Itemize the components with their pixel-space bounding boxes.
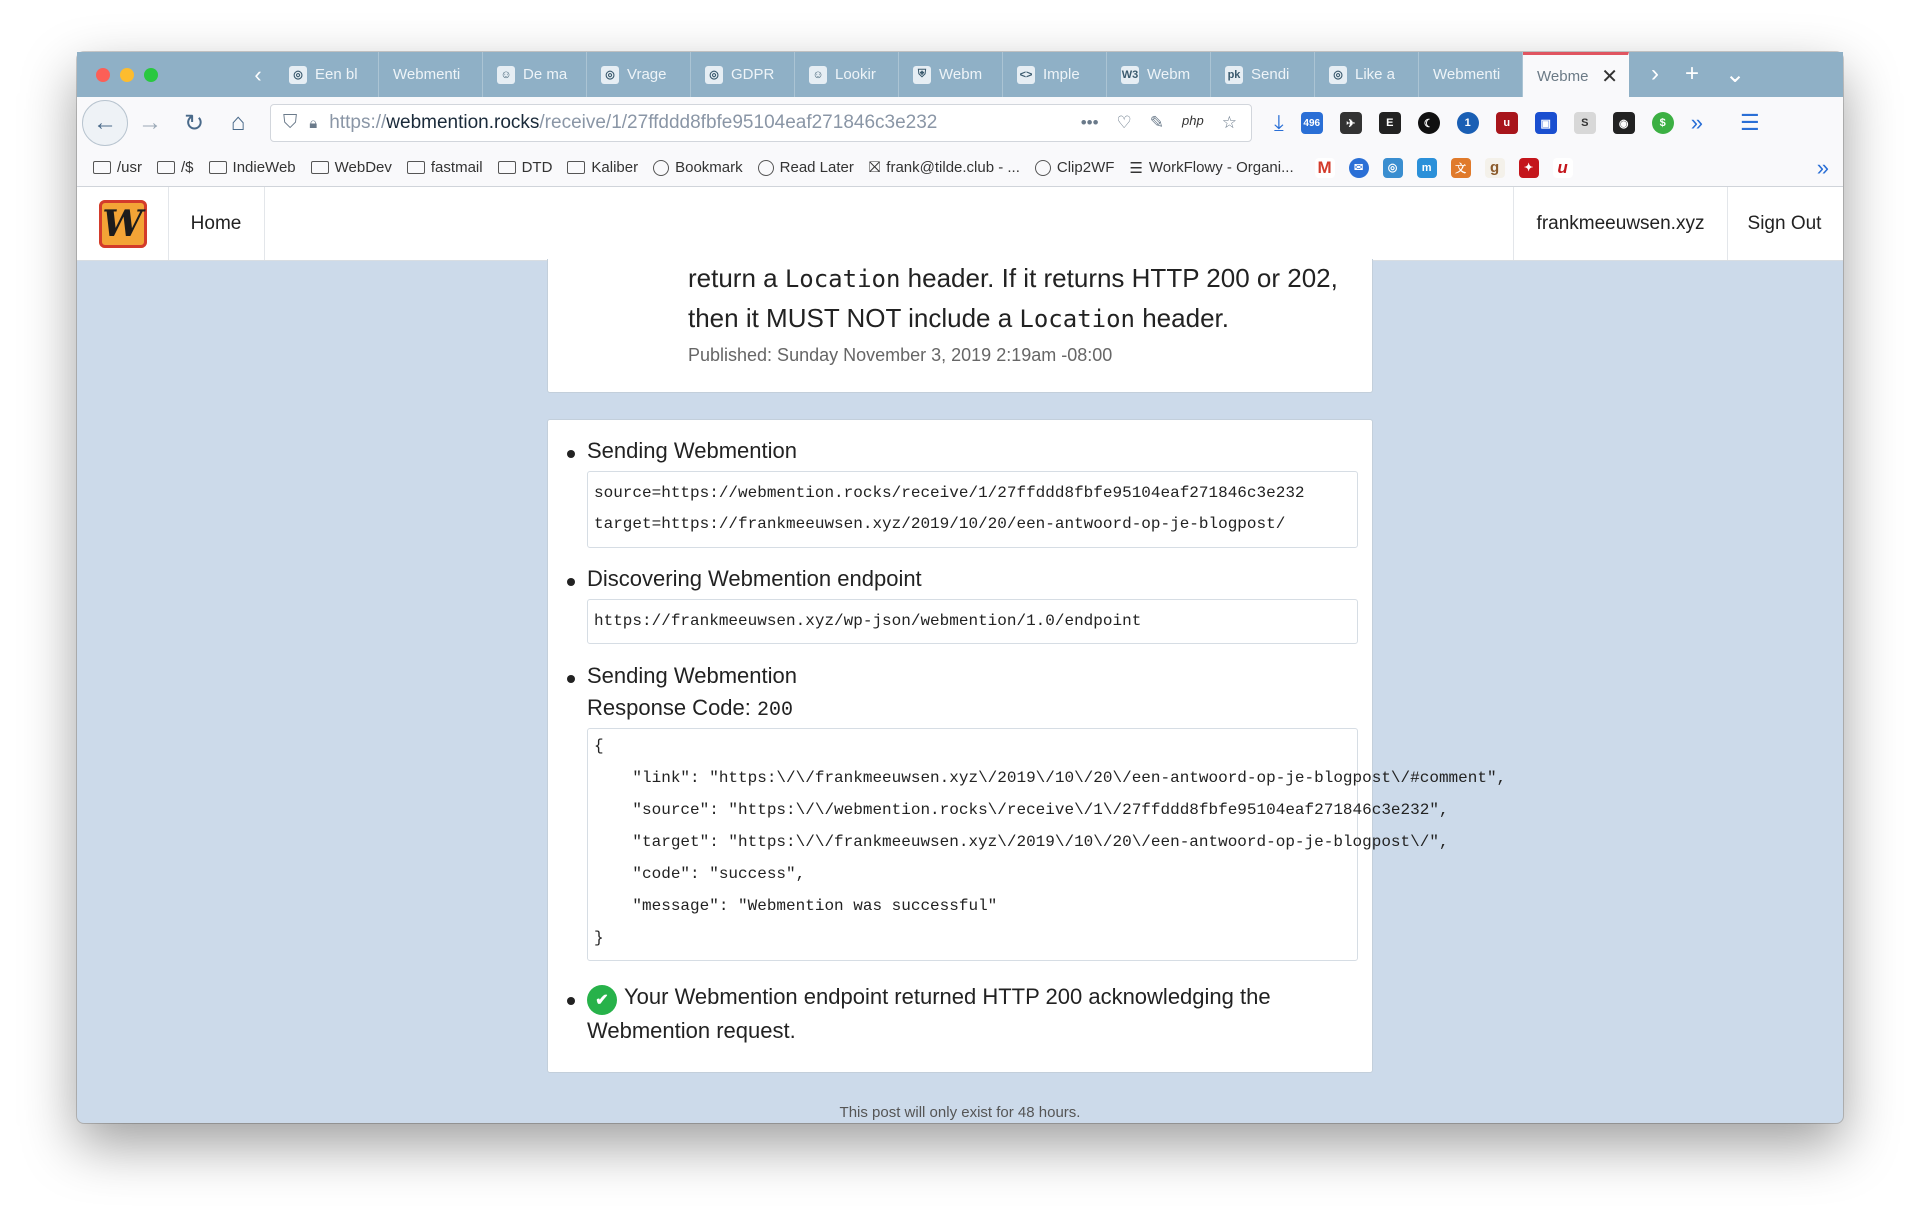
- source-line: source=https://webmention.rocks/receive/1/27ffddd8fbfe95104eaf271846c3e232: [594, 484, 1305, 502]
- bookmarks-overflow-icon[interactable]: »: [1816, 154, 1829, 180]
- webmention-steps-card: [547, 419, 1507, 1073]
- json-response-codebox[interactable]: [587, 728, 1507, 961]
- bookmark-label: fastmail: [430, 159, 483, 176]
- minimize-window-button[interactable]: [120, 68, 134, 82]
- bookmark-item[interactable]: [157, 159, 194, 176]
- globe-icon: [758, 160, 774, 176]
- published-date: Published: Sunday November 3, 2019 2:19am -08:00: [688, 345, 1113, 365]
- tab[interactable]: [587, 52, 691, 97]
- nav-site-link[interactable]: frankmeeuwsen.xyz: [1513, 187, 1728, 260]
- tab-label: Like a: [1355, 66, 1396, 83]
- shield-icon: ⛨: [913, 66, 931, 84]
- result-line-1: Your Webmention endpoint returned HTTP 200 acknowledging the: [624, 984, 1271, 1009]
- tab-label: Lookir: [835, 66, 876, 83]
- site-navbar: [77, 187, 1843, 261]
- endpoint-codebox: [587, 599, 1358, 644]
- post-code: Location: [1019, 305, 1135, 333]
- step-sending-title: Sending Webmention: [587, 438, 797, 463]
- json-line: {: [594, 737, 604, 755]
- page-actions-icon[interactable]: •••: [1080, 113, 1099, 132]
- close-tab-icon[interactable]: ✕: [1601, 65, 1618, 88]
- feed-icon[interactable]: ◎: [1383, 158, 1403, 178]
- globe-icon: [653, 160, 669, 176]
- bookmark-label: Clip2WF: [1056, 159, 1115, 176]
- json-line: "source": "https:\/\/webmention.rocks\/receive\/1\/27ffddd8fbfe95104eaf271846c3e232",: [594, 801, 1449, 819]
- workflowy-icon: ☰: [1129, 159, 1143, 177]
- post-card: [547, 259, 1373, 393]
- tab-label: Webmenti: [1433, 66, 1501, 83]
- url-path: /receive/1/27ffddd8fbfe95104eaf271846c3e232: [539, 112, 938, 133]
- bookmark-item[interactable]: [758, 159, 854, 176]
- tracking-shield-icon[interactable]: ⛉: [283, 112, 298, 133]
- bookmark-item[interactable]: [567, 159, 638, 176]
- tab[interactable]: [795, 52, 899, 97]
- tab[interactable]: [1003, 52, 1107, 97]
- w3-icon: W3: [1121, 66, 1139, 84]
- bookmark-label: /usr: [117, 159, 143, 176]
- bookmarks-bar: [77, 149, 1843, 187]
- tab[interactable]: [1211, 52, 1315, 97]
- bookmark-label: Read Later: [779, 159, 854, 176]
- post-text-line-1: [688, 263, 1338, 294]
- tilde-icon: ⛝: [868, 159, 881, 176]
- post-text: return a: [688, 263, 785, 293]
- nav-home-link[interactable]: Home: [168, 187, 265, 260]
- list-bullet: [567, 578, 575, 586]
- zoom-window-button[interactable]: [144, 68, 158, 82]
- mail-icon[interactable]: ✉: [1349, 158, 1369, 178]
- bookmark-item[interactable]: [653, 159, 743, 176]
- folder-icon: [498, 161, 516, 174]
- folder-icon: [93, 161, 111, 174]
- sign-out-link[interactable]: Sign Out: [1747, 212, 1822, 234]
- bookmark-item[interactable]: [869, 159, 1020, 176]
- tab[interactable]: [275, 52, 379, 97]
- globe-icon: ◎: [289, 66, 307, 84]
- tab[interactable]: [1419, 52, 1523, 97]
- tab[interactable]: [899, 52, 1003, 97]
- step-discovering-title: Discovering Webmention endpoint: [587, 566, 922, 591]
- tab-label: De ma: [523, 66, 568, 83]
- bird-extension-icon[interactable]: ✈: [1340, 112, 1362, 134]
- onepassword-icon[interactable]: 1: [1457, 112, 1479, 134]
- address-bar[interactable]: [270, 104, 1252, 142]
- bookmark-item[interactable]: [93, 159, 142, 176]
- tab-strip: [77, 52, 1843, 97]
- bookmark-label: WebDev: [334, 159, 392, 176]
- source-target-codebox: [587, 471, 1358, 548]
- nav-toolbar: [77, 97, 1843, 149]
- globe-icon: [1035, 160, 1051, 176]
- response-code-label: [587, 695, 793, 722]
- lock-icon[interactable]: 🔒︎: [309, 114, 318, 132]
- tab-label: Webm: [1147, 66, 1191, 83]
- bookmark-label: IndieWeb: [232, 159, 296, 176]
- list-bullet: [567, 997, 575, 1005]
- json-line: "target": "https:\/\/frankmeeuwsen.xyz\/2019\/10\/20\/een-antwoord-op-je-blogpost\/",: [594, 833, 1449, 851]
- bookmark-item[interactable]: [407, 159, 483, 176]
- json-line: "link": "https:\/\/frankmeeuwsen.xyz\/2019\/10\/20\/een-antwoord-op-je-blogpost\/#comment",: [594, 769, 1507, 787]
- goodreads-icon[interactable]: g: [1485, 158, 1505, 178]
- url-host: webmention.rocks: [386, 112, 540, 133]
- hamburger-menu-icon[interactable]: ☰: [1739, 110, 1760, 135]
- tab-label: Sendi: [1251, 66, 1290, 83]
- bookmark-label: Bookmark: [675, 159, 743, 176]
- folder-icon: [407, 161, 425, 174]
- scroll-tabs-left-icon[interactable]: ‹: [254, 61, 262, 87]
- mask-extension-icon[interactable]: ◉: [1613, 112, 1635, 134]
- url-scheme: https://: [329, 112, 387, 133]
- post-code: Location: [784, 265, 901, 293]
- tab-label: Imple: [1043, 66, 1080, 83]
- back-button[interactable]: ←: [82, 100, 128, 146]
- post-expiry-note: This post will only exist for 48 hours.: [839, 1104, 1081, 1121]
- multi-window-icon[interactable]: ▣: [1535, 112, 1557, 134]
- tab[interactable]: [691, 52, 795, 97]
- tab-label: GDPR: [731, 66, 775, 83]
- tab[interactable]: [379, 52, 483, 97]
- mastodon-icon[interactable]: m: [1417, 158, 1437, 178]
- tab-list: [275, 52, 1523, 97]
- ublock-icon[interactable]: u: [1496, 112, 1518, 134]
- tab-label: Een bl: [315, 66, 358, 83]
- json-line: "message": "Webmention was successful": [594, 897, 998, 915]
- crescent-extension-icon[interactable]: ☾: [1418, 112, 1440, 134]
- tab-list-chevron-down-icon[interactable]: ⌄: [1725, 61, 1746, 88]
- u-icon[interactable]: u: [1553, 158, 1573, 178]
- result-line-2: Webmention request.: [587, 1018, 796, 1043]
- post-text: then it MUST NOT include a: [688, 303, 1020, 333]
- extension-toolbar: [1274, 110, 1760, 136]
- tab-label: Webme: [1537, 67, 1589, 85]
- tab-active[interactable]: [1523, 52, 1629, 97]
- forward-button[interactable]: →: [138, 109, 162, 136]
- evernote-icon[interactable]: E: [1379, 112, 1401, 134]
- post-text: header.: [1135, 303, 1229, 333]
- php-icon[interactable]: php: [1182, 113, 1204, 128]
- window-controls: [77, 68, 241, 82]
- pin-icon[interactable]: ✎: [1149, 113, 1165, 132]
- list-bullet: [567, 675, 575, 683]
- green-extension-icon[interactable]: $: [1652, 112, 1674, 134]
- new-tab-icon[interactable]: +: [1685, 60, 1700, 87]
- person-icon: ☺: [497, 66, 515, 84]
- bookmark-label: frank@tilde.club - ...: [886, 159, 1020, 176]
- success-check-icon: ✔: [587, 985, 617, 1015]
- list-bullet: [567, 450, 575, 458]
- bookmark-label: /$: [181, 159, 194, 176]
- pinboard-icon[interactable]: ✦: [1519, 158, 1539, 178]
- pocket-icon[interactable]: ♡: [1116, 113, 1132, 132]
- json-line: }: [594, 929, 604, 947]
- globe-icon: ◎: [601, 66, 619, 84]
- folder-icon: [567, 161, 585, 174]
- s-extension-icon[interactable]: S: [1574, 112, 1596, 134]
- bookmark-label: Kaliber: [591, 159, 639, 176]
- post-text-line-2: [688, 303, 1229, 334]
- code-icon: <>: [1017, 66, 1035, 84]
- downloads-icon[interactable]: ⤓: [1274, 110, 1284, 135]
- folder-icon: [157, 161, 175, 174]
- target-line: target=https://frankmeeuwsen.xyz/2019/10/20/een-antwoord-op-je-blogpost/: [594, 515, 1286, 533]
- endpoint-url: https://frankmeeuwsen.xyz/wp-json/webmention/1.0/endpoint: [594, 612, 1142, 630]
- tab[interactable]: [1107, 52, 1211, 97]
- tab-label: Webmenti: [393, 66, 461, 83]
- close-window-button[interactable]: [96, 68, 110, 82]
- pk-icon: pk: [1225, 66, 1243, 84]
- tab[interactable]: [483, 52, 587, 97]
- bookmark-item[interactable]: [209, 159, 296, 176]
- folder-icon: [209, 161, 227, 174]
- step-sending-title-2: Sending Webmention: [587, 663, 797, 688]
- person-icon: ☺: [809, 66, 827, 84]
- bookmark-label: DTD: [521, 159, 553, 176]
- bookmark-item[interactable]: [498, 159, 553, 176]
- response-label-text: Response Code:: [587, 695, 757, 720]
- tab[interactable]: [1315, 52, 1419, 97]
- notification-badge-icon[interactable]: 496: [1301, 112, 1323, 134]
- response-code-value: 200: [757, 699, 794, 722]
- bookmark-item[interactable]: [311, 159, 392, 176]
- tab-label: Vrage: [627, 66, 667, 83]
- globe-icon: ◎: [705, 66, 723, 84]
- webmention-logo-icon: W: [99, 200, 147, 248]
- home-button[interactable]: ⌂: [230, 109, 246, 136]
- reload-button[interactable]: ↻: [183, 109, 205, 137]
- bookmark-item[interactable]: [1129, 159, 1293, 177]
- overflow-chevron-icon[interactable]: »: [1690, 110, 1703, 135]
- browser-window: [77, 52, 1843, 1123]
- gmail-icon[interactable]: M: [1315, 158, 1335, 178]
- bookmark-label: WorkFlowy - Organi...: [1148, 159, 1294, 176]
- post-text: header. If it returns HTTP 200 or 202,: [900, 263, 1338, 293]
- json-line: "code": "success",: [594, 865, 806, 883]
- translate-icon[interactable]: 文: [1451, 158, 1471, 178]
- bookmark-item[interactable]: [1035, 159, 1115, 176]
- bookmark-star-icon[interactable]: ☆: [1221, 113, 1237, 132]
- site-logo[interactable]: [77, 187, 169, 260]
- scroll-tabs-right-icon[interactable]: ›: [1651, 60, 1659, 87]
- tab-label: Webm: [939, 66, 983, 83]
- globe-icon: ◎: [1329, 66, 1347, 84]
- folder-icon: [311, 161, 329, 174]
